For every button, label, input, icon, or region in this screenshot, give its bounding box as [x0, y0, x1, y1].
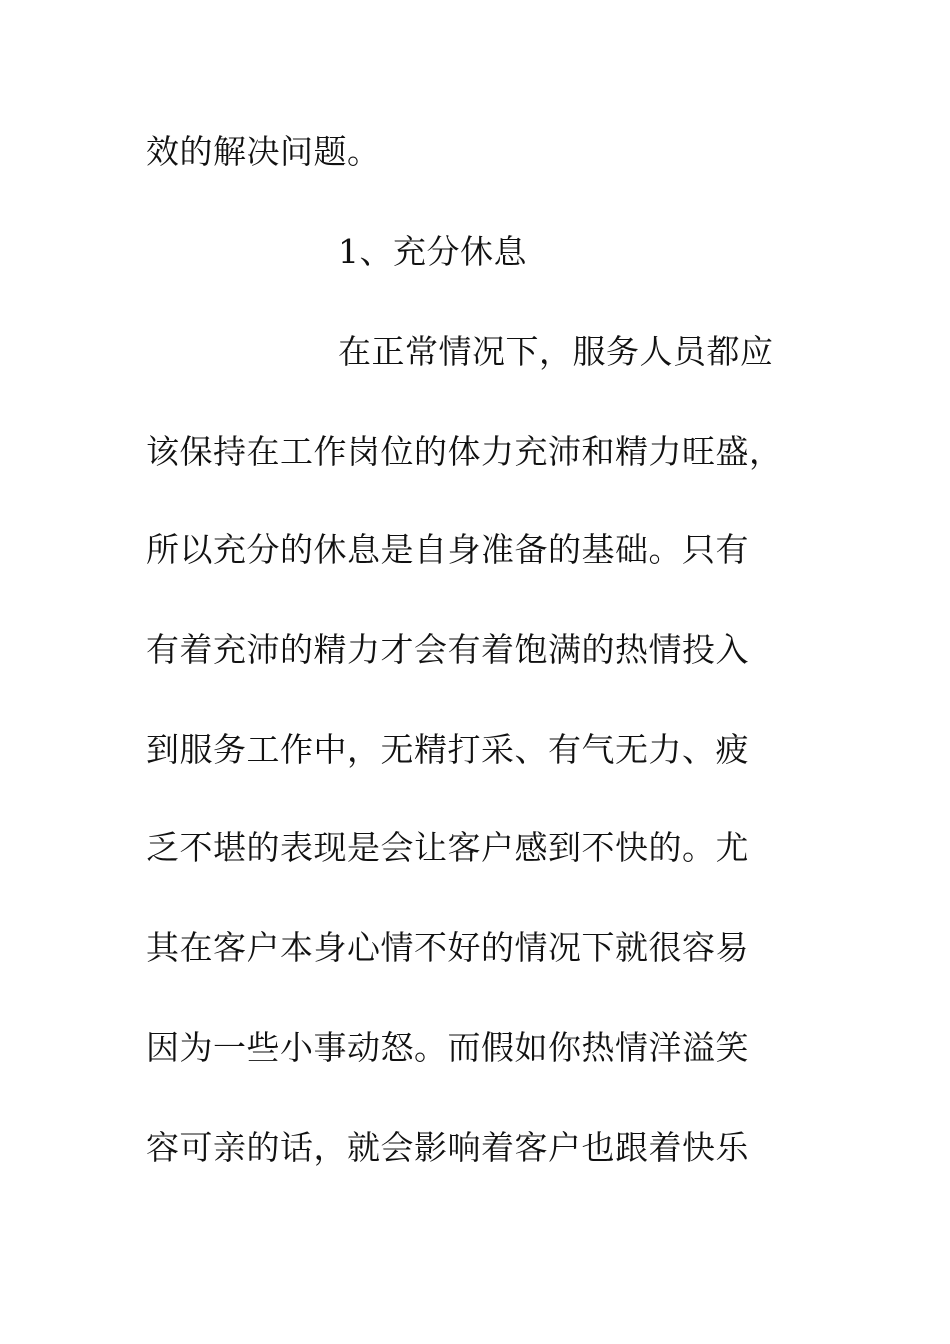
text-line: 其在客户本身心情不好的情况下就很容易	[146, 928, 749, 967]
text-line: 乏不堪的表现是会让客户感到不快的。尤	[146, 828, 749, 867]
section-heading: 1、充分休息	[338, 232, 527, 271]
text-line: 因为一些小事动怒。而假如你热情洋溢笑	[146, 1028, 749, 1067]
text-line: 容可亲的话，就会影响着客户也跟着快乐	[146, 1128, 749, 1167]
text-line: 到服务工作中，无精打采、有气无力、疲	[146, 730, 749, 769]
paragraph-first-line: 在正常情况下，服务人员都应	[338, 332, 774, 371]
text-line: 所以充分的休息是自身准备的基础。只有	[146, 530, 749, 569]
text-line: 有着充沛的精力才会有着饱满的热情投入	[146, 630, 749, 669]
text-line: 效的解决问题。	[146, 132, 381, 171]
text-line: 该保持在工作岗位的体力充沛和精力旺盛，	[146, 432, 783, 471]
